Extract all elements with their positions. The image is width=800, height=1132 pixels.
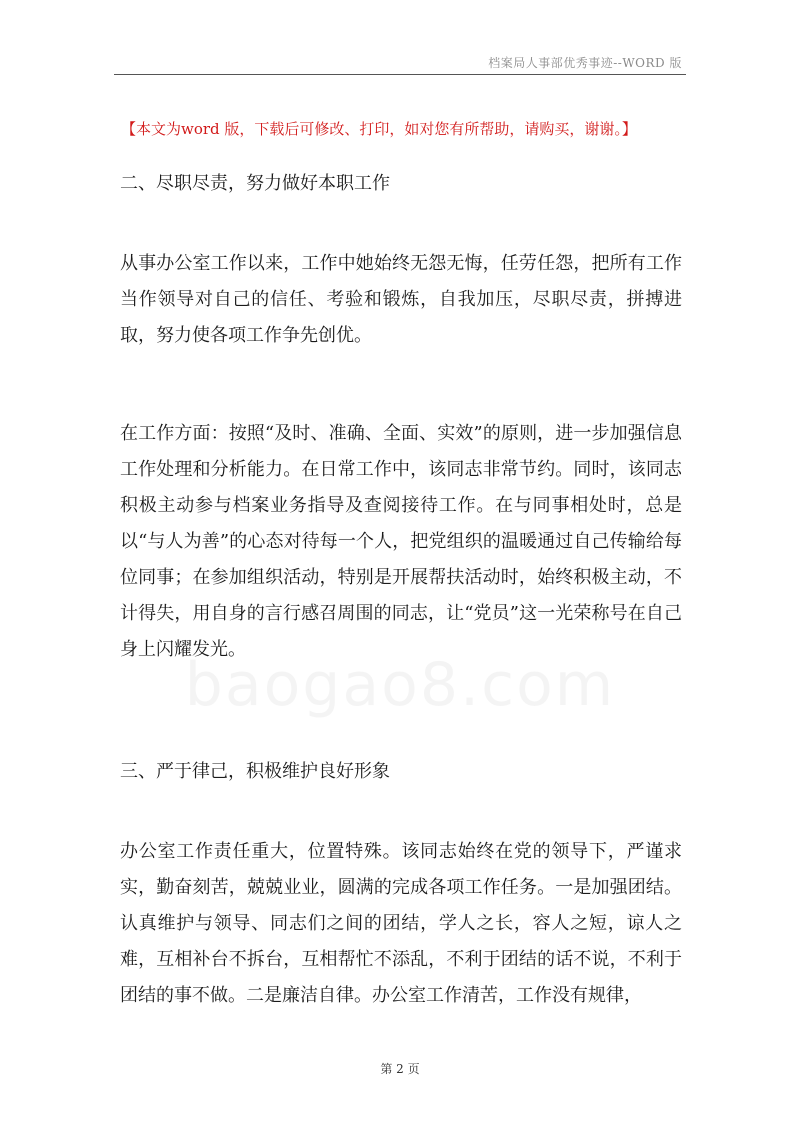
section-heading-two: 二、尽职尽责，努力做好本职工作 — [120, 173, 390, 194]
header-title: 档案局人事部优秀事迹--WORD 版 — [488, 56, 682, 70]
header-divider — [114, 74, 686, 75]
section-heading-three: 三、严于律己，积极维护良好形象 — [120, 761, 390, 782]
paragraph-work-aspects: 在工作方面：按照“及时、准确、全面、实效”的原则，进一步加强信息工作处理和分析能力。在日常工作中，该同志非常节约。同时，该同志积极主动参与档案业务指导及查阅接待工作。在与同事相处时，总是以“与人为善”的心态对待每一个人，把党组织的温暖通过自己传输给每位同事；在参加组织活动，特别是开展帮扶活动时，始终积极主动，不计得失，用自身的言行感召周围的同志，让“党员”这一光荣称号在自己身上闪耀发光。 — [120, 423, 682, 660]
purchase-notice: 【本文为word 版，下载后可修改、打印，如对您有所帮助，请购买，谢谢。】 — [121, 120, 637, 138]
paragraph-self-discipline: 办公室工作责任重大，位置特殊。该同志始终在党的领导下，严谨求实，勤奋刻苦，兢兢业业，圆满的完成各项工作任务。一是加强团结。认真维护与领导、同志们之间的团结，学人之长，容人之短，谅人之难，互相补台不拆台，互相帮忙不添乱，不利于团结的话不说，不利于团结的事不做。二是廉洁自律。办公室工作清苦，工作没有规律， — [120, 841, 682, 1006]
paragraph-office-work: 从事办公室工作以来，工作中她始终无怨无悔，任劳任怨，把所有工作当作领导对自己的信任、考验和锻炼，自我加压，尽职尽责，拼搏进取，努力使各项工作争先创优。 — [120, 253, 682, 346]
page-number: 第 2 页 — [380, 1062, 420, 1076]
watermark — [0, 650, 800, 720]
